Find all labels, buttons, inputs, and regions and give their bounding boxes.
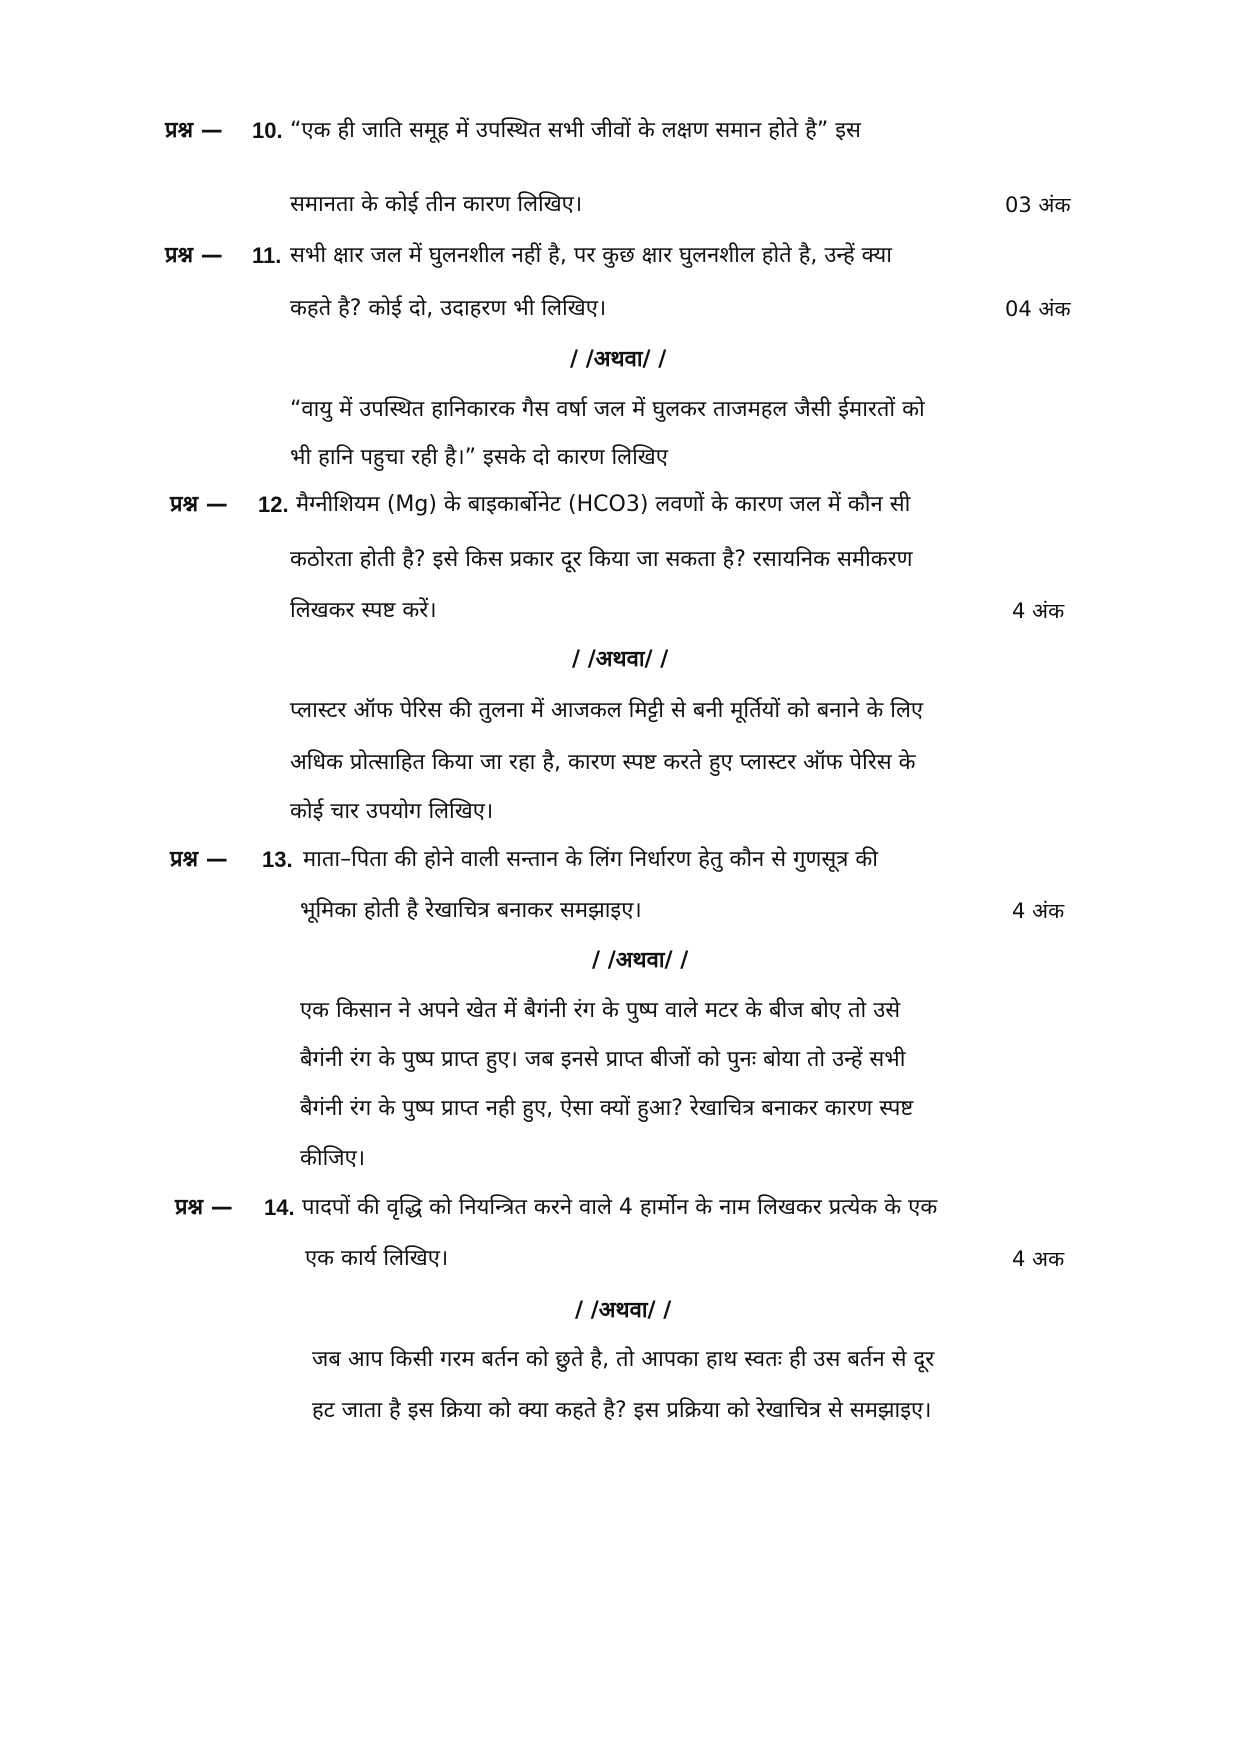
question-number: 10. [252,118,283,143]
question-text-line: कहते है? कोई दो, उदाहरण भी लिखिए। [290,296,607,321]
alternative-text-line: हट जाता है इस क्रिया को क्या कहते है? इस प्रक्रिया को रेखाचित्र से समझाइए। [312,1398,932,1423]
question-text-line: माता–पिता की होने वाली सन्तान के लिंग निर्धारण हेतु कौन से गुणसूत्र की [303,847,879,872]
question-text-line: कठोरता होती है? इसे किस प्रकार दूर किया जा सकता है? रसायनिक समीकरण [290,547,913,572]
question-text-line: समानता के कोई तीन कारण लिखिए। [290,192,583,217]
question-number: 13. [262,847,293,872]
or-separator: / /अथवा/ / [575,1298,672,1323]
alternative-text-line: अधिक प्रोत्साहित किया जा रहा है, कारण स्पष्ट करते हुए प्लास्टर ऑफ पेरिस के [290,750,916,775]
question-prefix: प्रश्न — [175,1195,233,1220]
marks-label: 4 अंक [1012,599,1065,623]
question-prefix: प्रश्न — [170,847,228,872]
alternative-text-line: “वायु में उपस्थित हानिकारक गैस वर्षा जल में घुलकर ताजमहल जैसी ईमारतों को [290,397,925,422]
question-prefix: प्रश्न — [170,492,228,517]
question-number: 14. [264,1195,295,1220]
marks-label: 4 अक [1012,1247,1065,1271]
alternative-text-line: बैगंनी रंग के पुष्प प्राप्त नही हुए, ऐसा क्यों हुआ? रेखाचित्र बनाकर कारण स्पष्ट [300,1096,914,1121]
or-separator: / /अथवा/ / [572,647,669,672]
alternative-text-line: कीजिए। [300,1146,366,1171]
question-text-line: सभी क्षार जल में घुलनशील नहीं है, पर कुछ क्षार घुलनशील होते है, उन्हें क्या [290,243,892,268]
marks-label: 4 अंक [1012,899,1065,923]
alternative-text-line: कोई चार उपयोग लिखिए। [290,799,494,824]
marks-label: 03 अंक [1005,193,1071,217]
question-text-line: पादपों की वृद्धि को नियन्त्रित करने वाले 4 हार्मोन के नाम लिखकर प्रत्येक के एक [302,1195,938,1220]
question-text-line: मैग्नीशियम (Mg) के बाइकार्बोनेट (HCO3) लवणों के कारण जल में कौन सी [296,492,911,517]
question-prefix: प्रश्न — [165,118,223,143]
or-separator: / /अथवा/ / [570,347,667,372]
alternative-text-line: भी हानि पहुचा रही है।” इसके दो कारण लिखिए [290,445,668,470]
alternative-text-line: प्लास्टर ऑफ पेरिस की तुलना में आजकल मिट्टी से बनी मूर्तियों को बनाने के लिए [290,698,924,723]
question-number: 12. [258,492,289,517]
question-text-line: “एक ही जाति समूह में उपस्थित सभी जीवों के लक्षण समान होते है” इस [290,118,861,143]
question-number: 11. [252,243,282,268]
question-prefix: प्रश्न — [165,243,223,268]
alternative-text-line: बैगंनी रंग के पुष्प प्राप्त हुए। जब इनसे प्राप्त बीजों को पुनः बोया तो उन्हें सभी [300,1047,906,1072]
marks-label: 04 अंक [1005,297,1071,321]
question-text-line: एक कार्य लिखिए। [305,1246,449,1271]
question-text-line: लिखकर स्पष्ट करें। [290,598,437,623]
or-separator: / /अथवा/ / [592,948,689,973]
question-text-line: भूमिका होती है रेखाचित्र बनाकर समझाइए। [300,898,642,923]
alternative-text-line: जब आप किसी गरम बर्तन को छुते है, तो आपका हाथ स्वतः ही उस बर्तन से दूर [312,1347,935,1372]
alternative-text-line: एक किसान ने अपने खेत में बैगंनी रंग के पुष्प वाले मटर के बीज बोए तो उसे [300,998,901,1023]
